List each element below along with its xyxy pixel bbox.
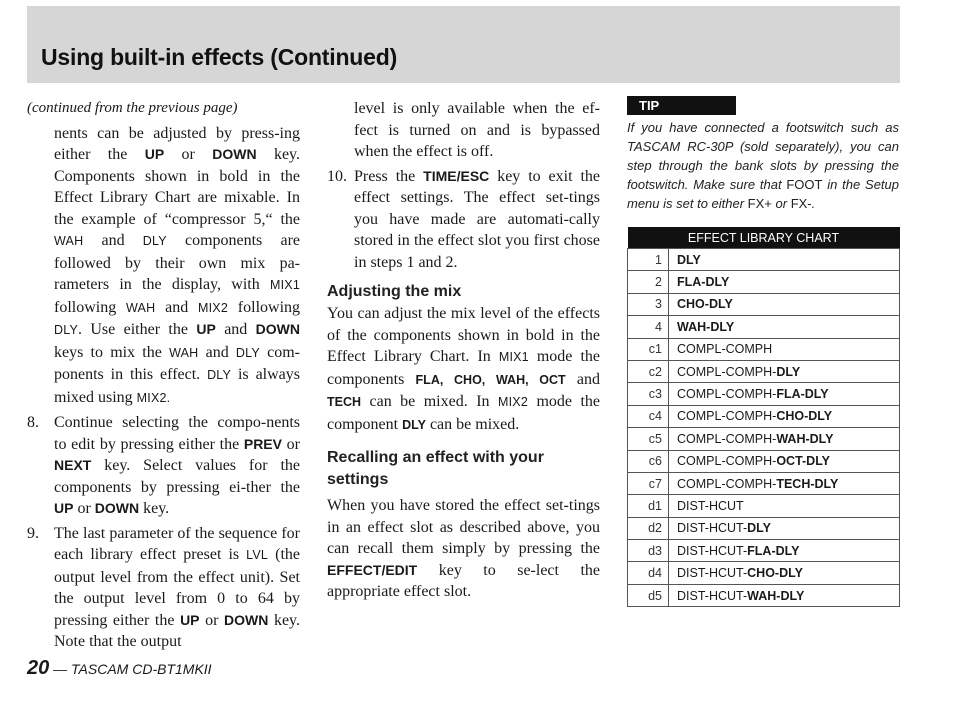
chart-row-id: d2	[628, 517, 669, 539]
step-8: 8. Continue selecting the compo-nents to edit by pressing either the PREV or NEXT key. Select values for the components by pressing ei-ther the UP or DOWN key.	[27, 414, 300, 517]
chart-row	[628, 428, 900, 450]
mix2-label: MIX2	[198, 300, 228, 315]
chart-row-id: d4	[628, 562, 669, 584]
down-key: DOWN	[94, 500, 140, 516]
step-number: 9.	[27, 524, 39, 542]
chart-row-id: c4	[628, 405, 669, 427]
chart-row	[628, 293, 900, 315]
lvl-label: LVL	[246, 548, 269, 562]
chart-row-name: DLY	[669, 249, 900, 271]
effect-library-chart	[627, 227, 900, 607]
chart-row	[628, 383, 900, 405]
chart-row-id: c7	[628, 472, 669, 494]
chart-row-id: c5	[628, 428, 669, 450]
fx-plus-label: FX+	[747, 196, 772, 211]
chart-row-id: c2	[628, 360, 669, 382]
chart-row-name: DIST-HCUT-CHO-DLY	[669, 562, 900, 584]
up-key: UP	[54, 500, 74, 516]
up-key: UP	[144, 146, 165, 162]
chart-row	[628, 584, 900, 606]
continued-paragraph: level is only available when the ef-fect is turned on and is bypassed when the effect is off.	[354, 100, 600, 160]
mix2-label: MIX2	[498, 395, 528, 409]
chart-row-name: DIST-HCUT	[669, 495, 900, 517]
step-9: 9. The last parameter of the sequence for each library effect preset is LVL (the output level from the effect unit). Set the output level from 0 to 64 by pressing either the UP or DOWN key. Note that the output	[27, 524, 301, 650]
chart-row-id: d5	[628, 584, 669, 606]
dly-label: DLY	[142, 234, 167, 248]
chart-row-id: d3	[628, 540, 669, 562]
wah-label: WAH	[169, 345, 199, 360]
chart-row	[628, 338, 900, 360]
chart-row	[628, 540, 900, 562]
chart-row-id: 2	[628, 271, 669, 293]
chart-row-id: 4	[628, 316, 669, 338]
chart-row-name: DIST-HCUT-FLA-DLY	[669, 540, 900, 562]
dly-label: DLY	[207, 368, 232, 382]
chart-row-name: COMPL-COMPH	[669, 338, 900, 360]
chart-row	[628, 405, 900, 427]
up-key: UP	[180, 611, 200, 628]
foot-label: FOOT	[786, 177, 823, 192]
next-key: NEXT	[54, 457, 92, 473]
chart-row	[628, 249, 900, 271]
chart-row-name: COMPL-COMPH-CHO-DLY	[669, 405, 900, 427]
tip-text: If you have connected a footswitch such as TASCAM RC-30P (sold separately), you can step through the bank slots by pressing the footswitch. Make sure that FOOT in the Setup menu is set to either FX+ or FX-.	[627, 120, 900, 211]
chart-row-name: FLA-DLY	[669, 271, 900, 293]
dly-label: DLY	[235, 345, 260, 360]
mix2-label: MIX2.	[136, 390, 171, 405]
chart-row-name: DIST-HCUT-DLY	[669, 517, 900, 539]
chart-row-name: COMPL-COMPH-FLA-DLY	[669, 383, 900, 405]
chart-row-id: c1	[628, 338, 669, 360]
mix1-label: MIX1	[498, 350, 529, 364]
model-name: — TASCAM CD-BT1MKII	[49, 661, 212, 677]
time-esc-key: TIME/ESC	[423, 167, 490, 184]
continued-note: (continued from the previous page)	[27, 100, 238, 116]
step-10: 10. Press the TIME/ESC key to exit the effect settings. The effect set-tings you have made are automati-cally stored in the effect slot you first chose in steps 1 and 2.	[327, 167, 601, 271]
tip-label: TIP	[627, 96, 736, 115]
section-heading-recall: Recalling an effect with your settings	[327, 449, 544, 488]
down-key: DOWN	[224, 611, 269, 628]
mix-paragraph: You can adjust the mix level of the effects of the components shown in bold in the Effect Library Chart. In MIX1 mode the components FLA, CHO, WAH, OCT and TECH can be mixed. In MIX2 mode the component DLY can be mixed.	[327, 305, 601, 433]
down-key: DOWN	[255, 321, 300, 337]
chart-row-id: 1	[628, 249, 669, 271]
column-left	[27, 98, 300, 653]
up-key: UP	[196, 321, 216, 337]
dly-label: DLY	[54, 323, 78, 337]
prev-key: PREV	[243, 435, 282, 452]
step-number: 10.	[327, 167, 347, 185]
chart-row	[628, 495, 900, 517]
page-title: Using built-in effects (Continued)	[41, 44, 398, 70]
section-heading-mix: Adjusting the mix	[327, 283, 462, 300]
tech-label: TECH	[327, 395, 362, 409]
chart-row-name: COMPL-COMPH-WAH-DLY	[669, 428, 900, 450]
column-middle	[327, 98, 600, 603]
wah-label: WAH	[126, 300, 156, 315]
mix1-label: MIX1	[270, 278, 300, 292]
dly-label: DLY	[402, 417, 426, 432]
page-footer	[27, 657, 212, 680]
chart-row-id: 3	[628, 293, 669, 315]
chart-title: EFFECT LIBRARY CHART	[628, 227, 900, 249]
intro-paragraph: nents can be adjusted by press-ing either the UP or DOWN key. Components shown in bold in the Effect Library Chart are mixable. In the example of “compressor 5,“ the WAH and DLY components are followed by their own mix pa-rameters in the display, with MIX1 following WAH and MIX2 following DLY. Use either the UP and DOWN keys to mix the WAH and DLY com-ponents in this effect. DLY is always mixed using MIX2.	[54, 124, 301, 406]
recall-paragraph: When you have stored the effect set-tings in an effect slot as described above, you can recall them simply by pressing the EFFECT/EDIT key to se-lect the appropriate effect slot.	[327, 497, 600, 600]
effect-edit-key: EFFECT/EDIT	[327, 561, 418, 578]
chart-row	[628, 517, 900, 539]
step-number: 8.	[27, 414, 39, 431]
chart-row	[628, 360, 900, 382]
page-number: 20	[27, 657, 50, 679]
fx-minus-label: FX-	[790, 196, 812, 211]
chart-row-name: WAH-DLY	[669, 316, 900, 338]
components-label: FLA, CHO, WAH, OCT	[415, 372, 566, 387]
chart-row	[628, 562, 900, 584]
chart-row-id: d1	[628, 495, 669, 517]
chart-row	[628, 472, 900, 494]
chart-row-name: COMPL-COMPH-OCT-DLY	[669, 450, 900, 472]
chart-row	[628, 316, 900, 338]
chart-row-name: COMPL-COMPH-DLY	[669, 360, 900, 382]
chart-row-name: CHO-DLY	[669, 293, 900, 315]
chart-row-name: COMPL-COMPH-TECH-DLY	[669, 472, 900, 494]
page-header	[27, 6, 900, 83]
chart-row-name: DIST-HCUT-WAH-DLY	[669, 584, 900, 606]
chart-row	[628, 450, 900, 472]
wah-label: WAH	[54, 234, 84, 248]
chart-row-id: c6	[628, 450, 669, 472]
chart-row-id: c3	[628, 383, 669, 405]
down-key: DOWN	[212, 146, 257, 162]
chart-row	[628, 271, 900, 293]
